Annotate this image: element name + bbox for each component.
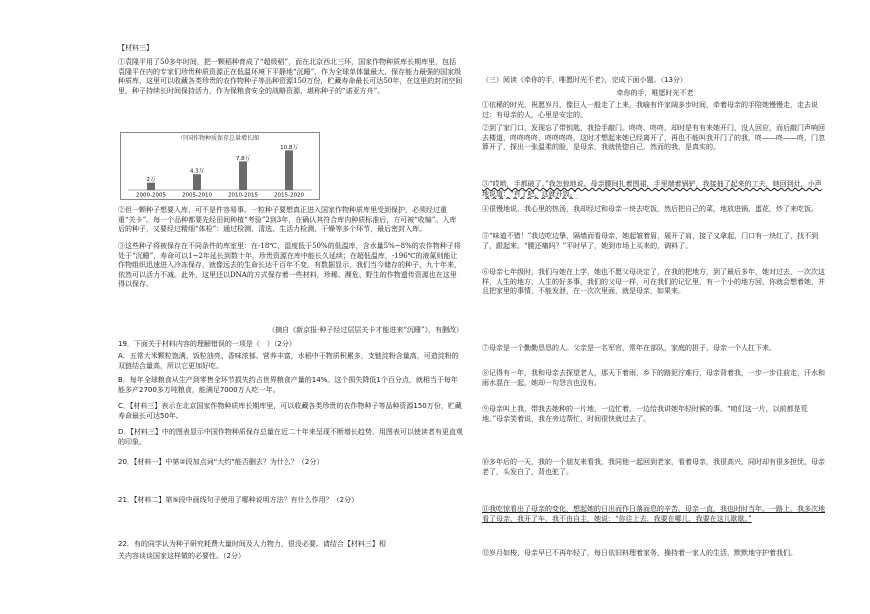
essay-para-4: ④很慢地说，我心里的热汤，我却经过和母亲一块去吃饭，然后把自己的菜，地放进锅，蛋花，炒了来吃饭。 [482, 205, 818, 213]
material-three-para-3: ③这些种子将被保存在不同条件的库室里：在-18℃、湿度低于50%的低温库，含水量5%~8%的农作物种子将处于“沉睡”，寿命可以1~2年延长到数十年，珍贵资源在库中能长久延续；在超低温库，-196℃的液氮则能让作物组织迅速进入冷冻保存，就像远去的生命长达千百年不变。有数据显示，我们当今储存的种子，九十年来，依然可以活力不减。此外，这里还以DNA的方式保存着一些材料，珍稀、濒危、野生的作物遗传资源也在这里得以保存。 [118, 242, 461, 289]
essay-para-1: ①依稀的时光，祝愿岁月，像巨人一般走了上来，我喻有许家阔多步时间，牵着母亲的手陪她慢慢走，走去说过：有母亲的人，心里是安定的。 [482, 101, 818, 119]
source-citation: （摘自《新京报·种子经过层层关卡才能进来“沉睡”》，有删改） [268, 326, 463, 334]
essay-para-3: ③“哎哟，手都破了。”我怎惊地说。母亲腰间扎着围裙，手里端着锅铲，我接抽了起来的工夫，她回到灶，小声地说道：“有了吧，这就开饭。” [482, 180, 822, 198]
essay-para-7: ⑦母亲是一个勤勤恳恳的人。父亲是一名军官，常年在部队，家庭的担子，母亲一个人扛下来。 [482, 344, 776, 352]
essay-title: 牵你的手，唯愿时光不老 [616, 89, 694, 97]
essay-para-9: ⑨母亲叫上我，带我去她种的一片地，一边忙着，一边给我讲她年轻时候的事。“咱们这一片，以前都是荒地。”母亲笑着说，我在旁边帮忙，时间很快就过去了。 [482, 405, 808, 423]
chart-value-label-2: 4.3万 [189, 168, 205, 175]
question-20: 20．【材料一】中第②段加点词“大约”能否删去？为什么？（2分） [118, 458, 324, 466]
question-21: 21．【材料二】第⑤段中画线句子使用了哪种说明方法？有什么作用？（2分） [118, 496, 359, 504]
q19-stem: 19．下面关于材料内容的理解错误的一项是（ ）（2分） [118, 340, 296, 348]
chart-preservation-growth [120, 132, 320, 200]
chart-category-label-1: 2000-2005 [136, 192, 166, 199]
chart-bar-3 [239, 161, 247, 190]
chart-value-label-4: 10.8万 [280, 144, 298, 151]
chart-bar-2 [193, 174, 201, 190]
q19-option-c[interactable]: C．【材料三】表示在北京国家作物种质库长期库里，可以收藏各类珍贵的农作物种子等品种资源150万份，贮藏寿命最长可达50年。 [118, 402, 462, 420]
material-three-para-1: ①袁隆平用了50多年时间，把一颗稻种育成了“超级稻”，而在北京西北三环，国家作物种质库长期库里，包括袁隆平在内的专家们珍贵种质资源正在低温环境下平静地“沉睡”，作为全球单体量最大、保存能力最强的国家级种质库，这里可以收藏各类珍贵的农作物种子等品种资源150万份，贮藏寿命最长可达50年，在这里的封闭空间里，种子持续长时间保持活力，作为保粮食安全的战略资源，堪称种子的“诺亚方舟”。 [118, 58, 463, 95]
essay-para-5: ⑤“味道不错！”我边吃边挚，隔墙而看母亲，她起皱着眉，展开了肩，接了又拿起，门口有一块红了，找不到了，跟起来。“腰还痛吗？”平时早了，她到市场上买来的，调料了。 [482, 232, 819, 250]
essay-para-10: ⑩多年后的一天，我的一个朋友来看我，我同他一起回到老家，看着母亲，我很高兴，同时却有很多担忧，母亲老了，头发白了，背也驼了。 [482, 458, 825, 476]
essay-para-2: ②到了家门口，发现忘了带钥匙，我拾手敲门。咚咚、咚咚，却时是有有来她开门，没人回应，而后敲门声响回去楼道，咚咚咚咚，咚咚咚咚，这时才想起来她已经离开了，再也不能叫我开门了的我，咚——咚——咚，门忽算开了，探出一张温柔的脸，是母亲，我就恍惚自己，然而的我，是真实的。 [482, 124, 825, 152]
q19-option-b[interactable]: B．每年全球粮食从生产到零售全环节损失约占世界粮食产量的14%。这个损失降低1个百分点，就相当于每年能多产2700多万吨粮食，能满足7000万人吃一年。 [118, 376, 458, 394]
chart-value-label-3: 7.8万 [235, 155, 251, 162]
q19-option-a[interactable]: A．五常大米颗粒饱满、饭粒油亮、香味浓郁、营养丰富，水稻中干物质积累多，支链淀粉含量高，可造淀粉的双链结合量高，所以它更加好吃。 [118, 352, 459, 370]
chart-bar-1 [147, 183, 155, 190]
question-22-line-2: 关内容谈谈国家这样做的必要性。（2分） [118, 552, 245, 560]
reading-section-heading: （三）阅读《牵你的手，唯愿时光不老》，完成下面小题。（13分） [482, 76, 687, 84]
chart-category-label-3: 2010-2015 [228, 192, 258, 199]
material-three-heading: 【材料三】 [118, 44, 153, 52]
chart-value-label-1: 2万 [146, 177, 156, 184]
essay-para-12: ⑫岁月如梭，母亲早已不再年轻了，每日依旧料理着家务，操持着一家人的生活，默默地守护着我们。 [482, 549, 797, 557]
question-22-line-1: 22．有的同学认为种子研究耗费大量时间及人力物力，很没必要。请结合【材料三】相 [118, 540, 386, 548]
chart-bar-4 [285, 150, 293, 190]
essay-para-8: ⑧记得有一年，我和母亲去探望老人，那天下着雨，乡下的路泥泞难行，母亲背着我，一步一步往前走，汗水和雨水混在一起，她却一句怨言也没有。 [482, 369, 825, 387]
essay-para-11: ⑪我吃惊看出了母亲的变化，想起她的日出而作日落而息的辛苦，母亲一直，我也时时当年。一路上，我多次地看了母亲，我开了车，我不由自主，她说：“你往上去，我要在哪儿，我要在这儿歇歇。” [482, 505, 825, 523]
material-three-para-2: ②但一颗种子想要入库，可不是件容易事。一粒种子要想真正进入国家作物种质库里受到保护，必须经过重重“关卡”。每一个品种都要先经田间种植“考验”2到3年，在确认其符合库内种质标准后，方可被“收编”。入库后的种子，又要经过精细“体检”：通过检测、清选、生活力检测、干燥等多个环节，最后密封入库。 [118, 206, 457, 234]
chart-title: 中国作物种质保存总量增长图 [180, 135, 260, 142]
essay-para-6: ⑥母亲七年级时，我们与她在上学，她也不愿父母决定了，在我的把地方，到了最后多年，她对过去，一次次这样，人生的地方，人生的好多事，我们的父母一样，可在我们的记忆里，有一个小的地方回，你就会想着她，并且把家里的事情，不能发泄，在一次次里面，就是母亲，如果来。 [482, 268, 825, 296]
chart-category-label-4: 2015-2020 [274, 192, 304, 199]
chart-category-label-2: 2005-2010 [182, 192, 212, 199]
q19-option-d[interactable]: D．【材料三】中的图表显示中国作物种质保存总量在近二十年来呈现不断增长趋势，用图表可以使读者有更直观的印象。 [118, 428, 463, 446]
